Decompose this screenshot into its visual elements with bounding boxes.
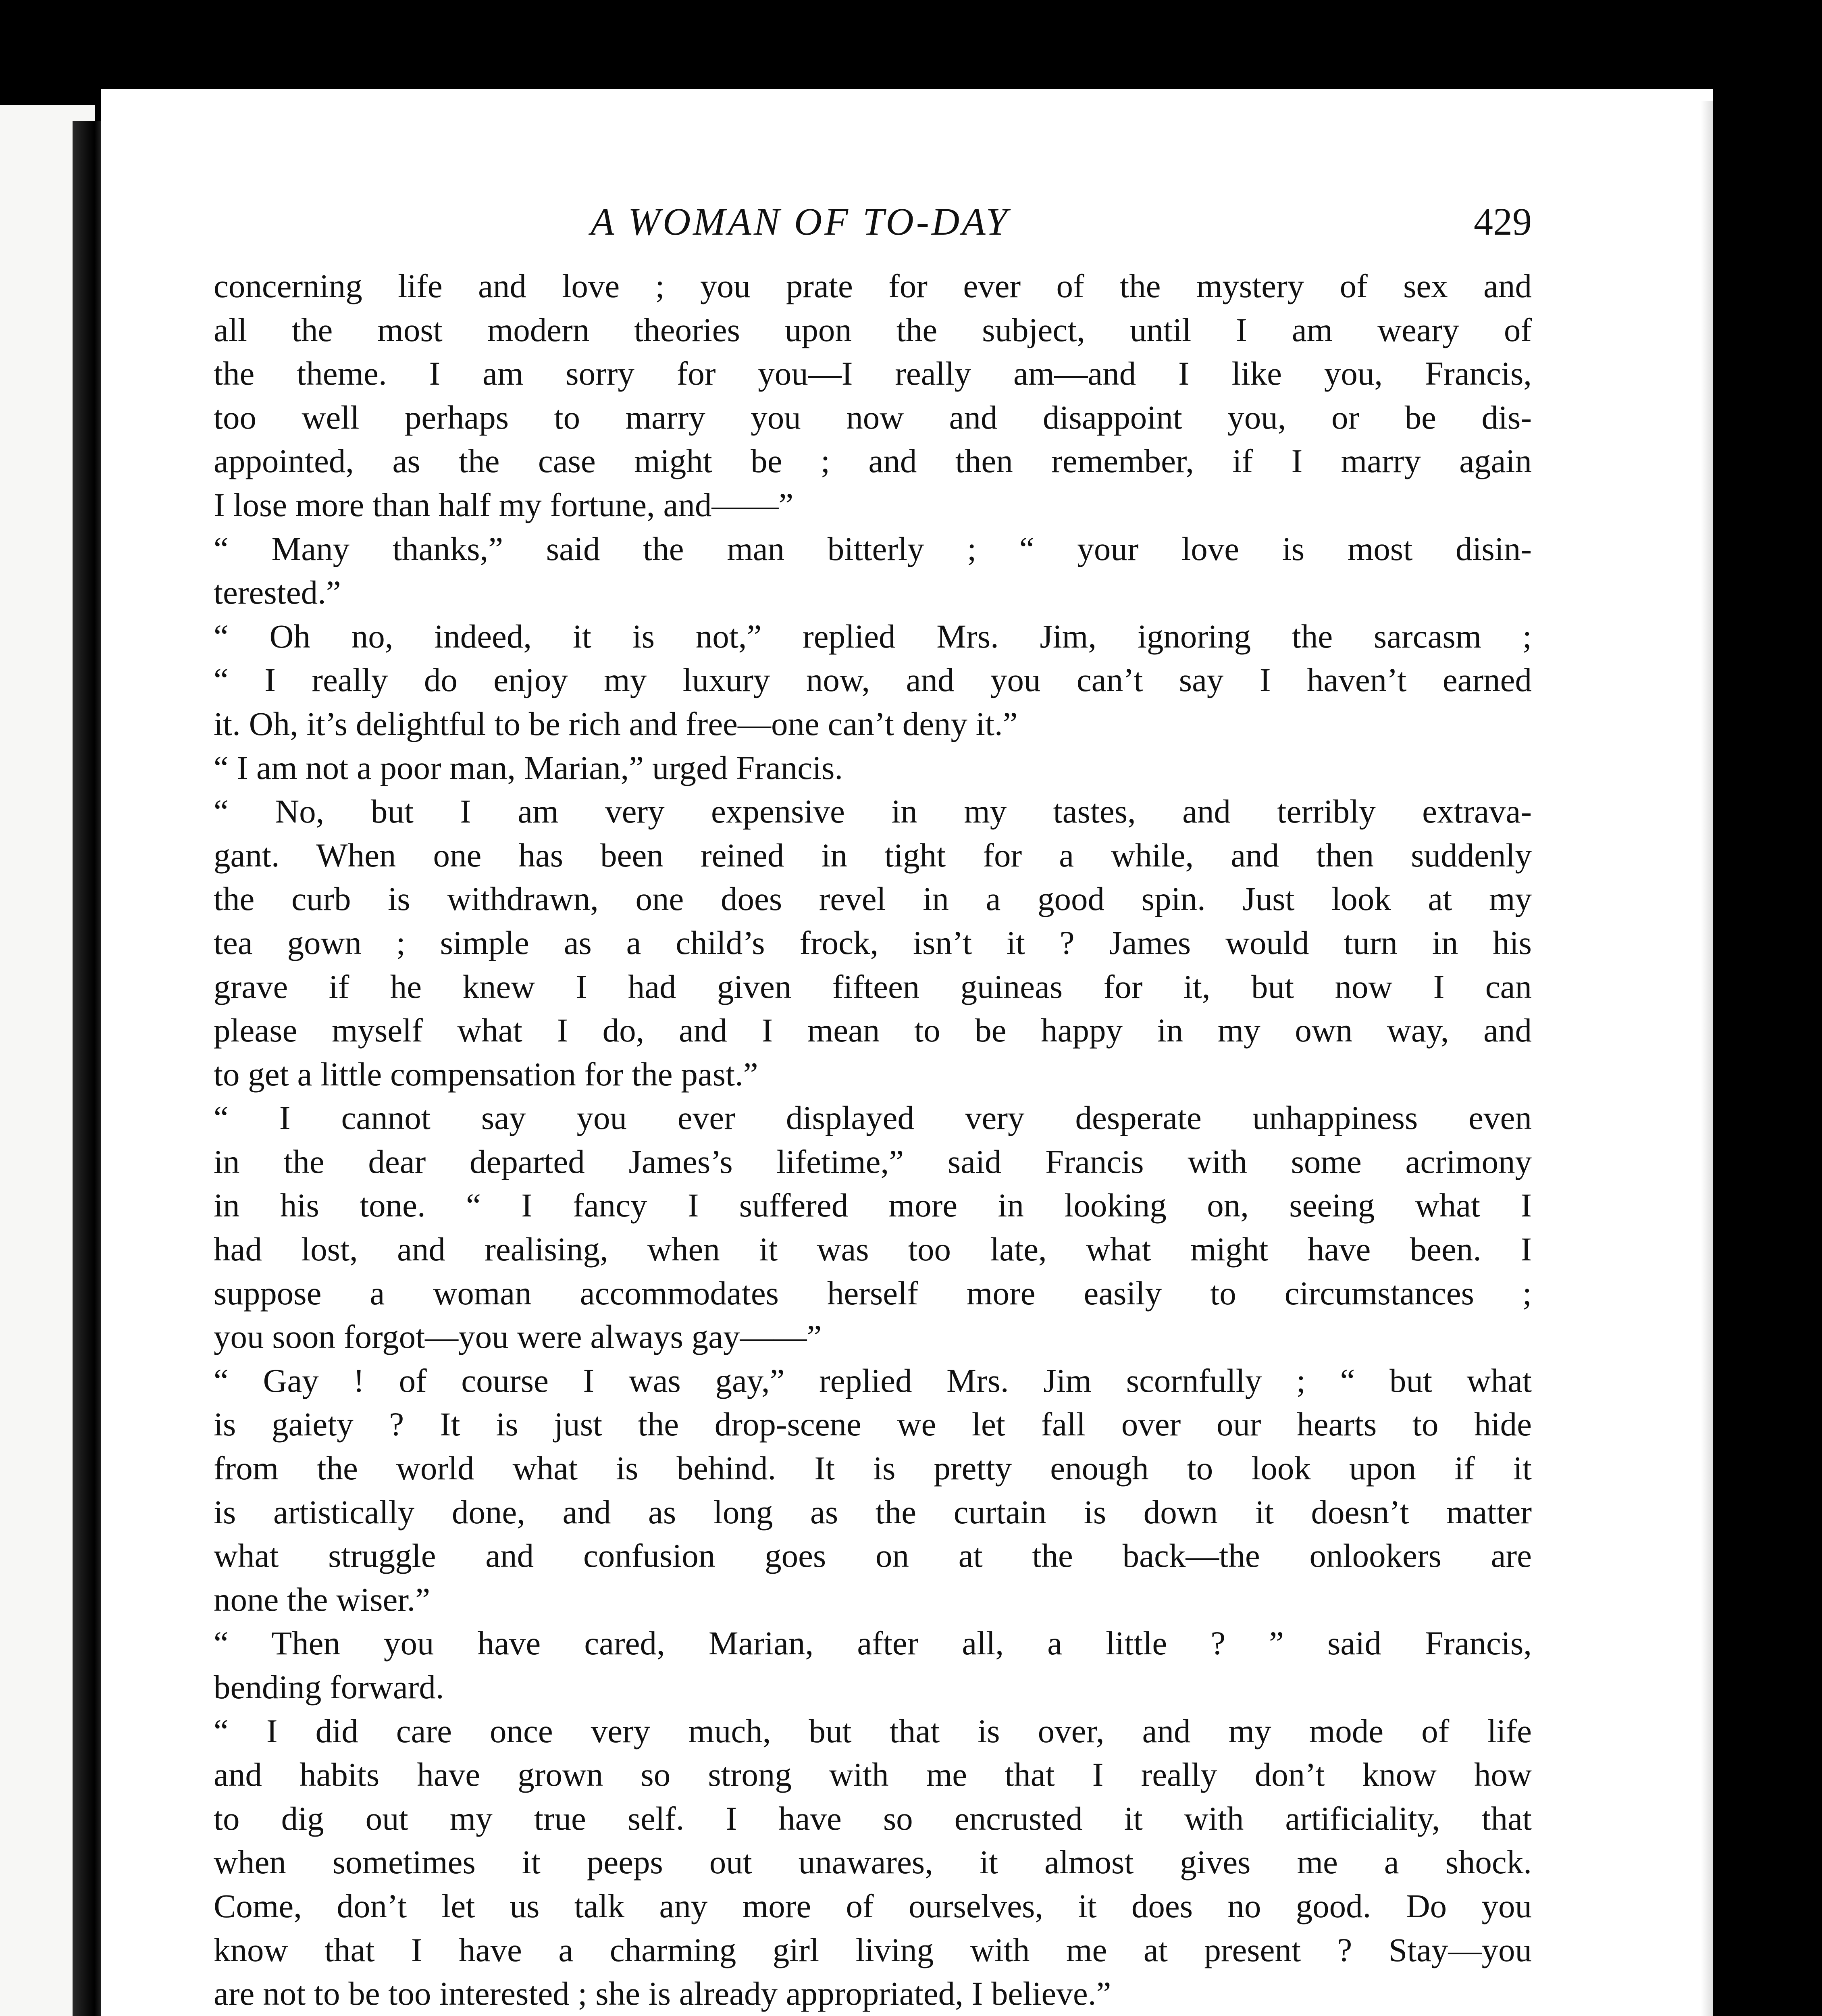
text-line: is artistically done, and as long as the curtain is down it doesn’t matter <box>214 1493 1532 1531</box>
text-line: “ Gay ! of course I was gay,” replied Mrs. Jim scornfully ; “ but what <box>214 1362 1532 1399</box>
text-line: in the dear departed James’s lifetime,” said Francis with some acrimony <box>214 1143 1532 1180</box>
text-line: “ Many thanks,” said the man bitterly ; “ your love is most disin- <box>214 530 1532 567</box>
text-line: concerning life and love ; you prate for ever of the mystery of sex and <box>214 267 1532 304</box>
text-line: too well perhaps to marry you now and disappoint you, or be dis- <box>214 398 1532 436</box>
text-line: all the most modern theories upon the subject, until I am weary of <box>214 311 1532 348</box>
text-line: is gaiety ? It is just the drop-scene we let fall over our hearts to hide <box>214 1406 1532 1443</box>
text-line: are not to be too interested ; she is already appropriated, I believe.” <box>214 1975 1111 2012</box>
text-line: Come, don’t let us talk any more of ourselves, it does no good. Do you <box>214 1887 1532 1924</box>
text-line: terested.” <box>214 574 341 611</box>
page-number: 429 <box>1474 200 1532 243</box>
text-line: “ Then you have cared, Marian, after all, a little ? ” said Francis, <box>214 1624 1532 1662</box>
text-line: appointed, as the case might be ; and then remember, if I marry again <box>214 442 1532 480</box>
text-line: the theme. I am sorry for you—I really am—and I like you, Francis, <box>214 355 1532 392</box>
running-header <box>214 194 1532 250</box>
page-edge-shadow <box>1701 101 1713 2016</box>
text-line: bending forward. <box>214 1668 444 1706</box>
text-line: please myself what I do, and I mean to be happy in my own way, and <box>214 1012 1532 1049</box>
text-line: tea gown ; simple as a child’s frock, isn’t it ? James would turn in his <box>214 924 1532 961</box>
text-line: and habits have grown so strong with me that I really don’t know how <box>214 1756 1532 1793</box>
text-line: “ Oh no, indeed, it is not,” replied Mrs. Jim, ignoring the sarcasm ; <box>214 617 1532 655</box>
text-line: you soon forgot—you were always gay——” <box>214 1318 822 1356</box>
text-line: it. Oh, it’s delightful to be rich and free—one can’t deny it.” <box>214 705 1018 742</box>
text-line: “ I am not a poor man, Marian,” urged Francis. <box>214 749 843 786</box>
text-line: from the world what is behind. It is pretty enough to look upon if it <box>214 1450 1532 1487</box>
text-line: “ I cannot say you ever displayed very desperate unhappiness even <box>214 1099 1532 1137</box>
body-text <box>214 264 1532 2016</box>
text-line: “ I really do enjoy my luxury now, and you can’t say I haven’t earned <box>214 661 1532 699</box>
text-line: none the wiser.” <box>214 1581 431 1618</box>
text-line: to get a little compensation for the past.” <box>214 1055 758 1093</box>
running-title: A WOMAN OF TO-DAY <box>591 200 1010 243</box>
text-line: to dig out my true self. I have so encrusted it with artificiality, that <box>214 1799 1532 1837</box>
text-line: gant. When one has been reined in tight for a while, and then suddenly <box>214 836 1532 874</box>
text-line: “ I did care once very much, but that is over, and my mode of life <box>214 1712 1532 1749</box>
text-line: know that I have a charming girl living with me at present ? Stay—you <box>214 1931 1532 1968</box>
text-line: had lost, and realising, when it was too late, what might have been. I <box>214 1231 1532 1268</box>
text-line: the curb is withdrawn, one does revel in a good spin. Just look at my <box>214 880 1532 918</box>
text-line: suppose a woman accommodates herself more easily to circumstances ; <box>214 1274 1532 1312</box>
text-line: what struggle and confusion goes on at the back—the onlookers are <box>214 1537 1532 1574</box>
text-line: “ No, but I am very expensive in my tastes, and terribly extrava- <box>214 793 1532 830</box>
text-line: when sometimes it peeps out unawares, it almost gives me a shock. <box>214 1843 1532 1881</box>
text-line: in his tone. “ I fancy I suffered more in looking on, seeing what I <box>214 1187 1532 1224</box>
text-line: grave if he knew I had given fifteen guineas for it, but now I can <box>214 968 1532 1005</box>
text-line: I lose more than half my fortune, and——” <box>214 486 794 523</box>
